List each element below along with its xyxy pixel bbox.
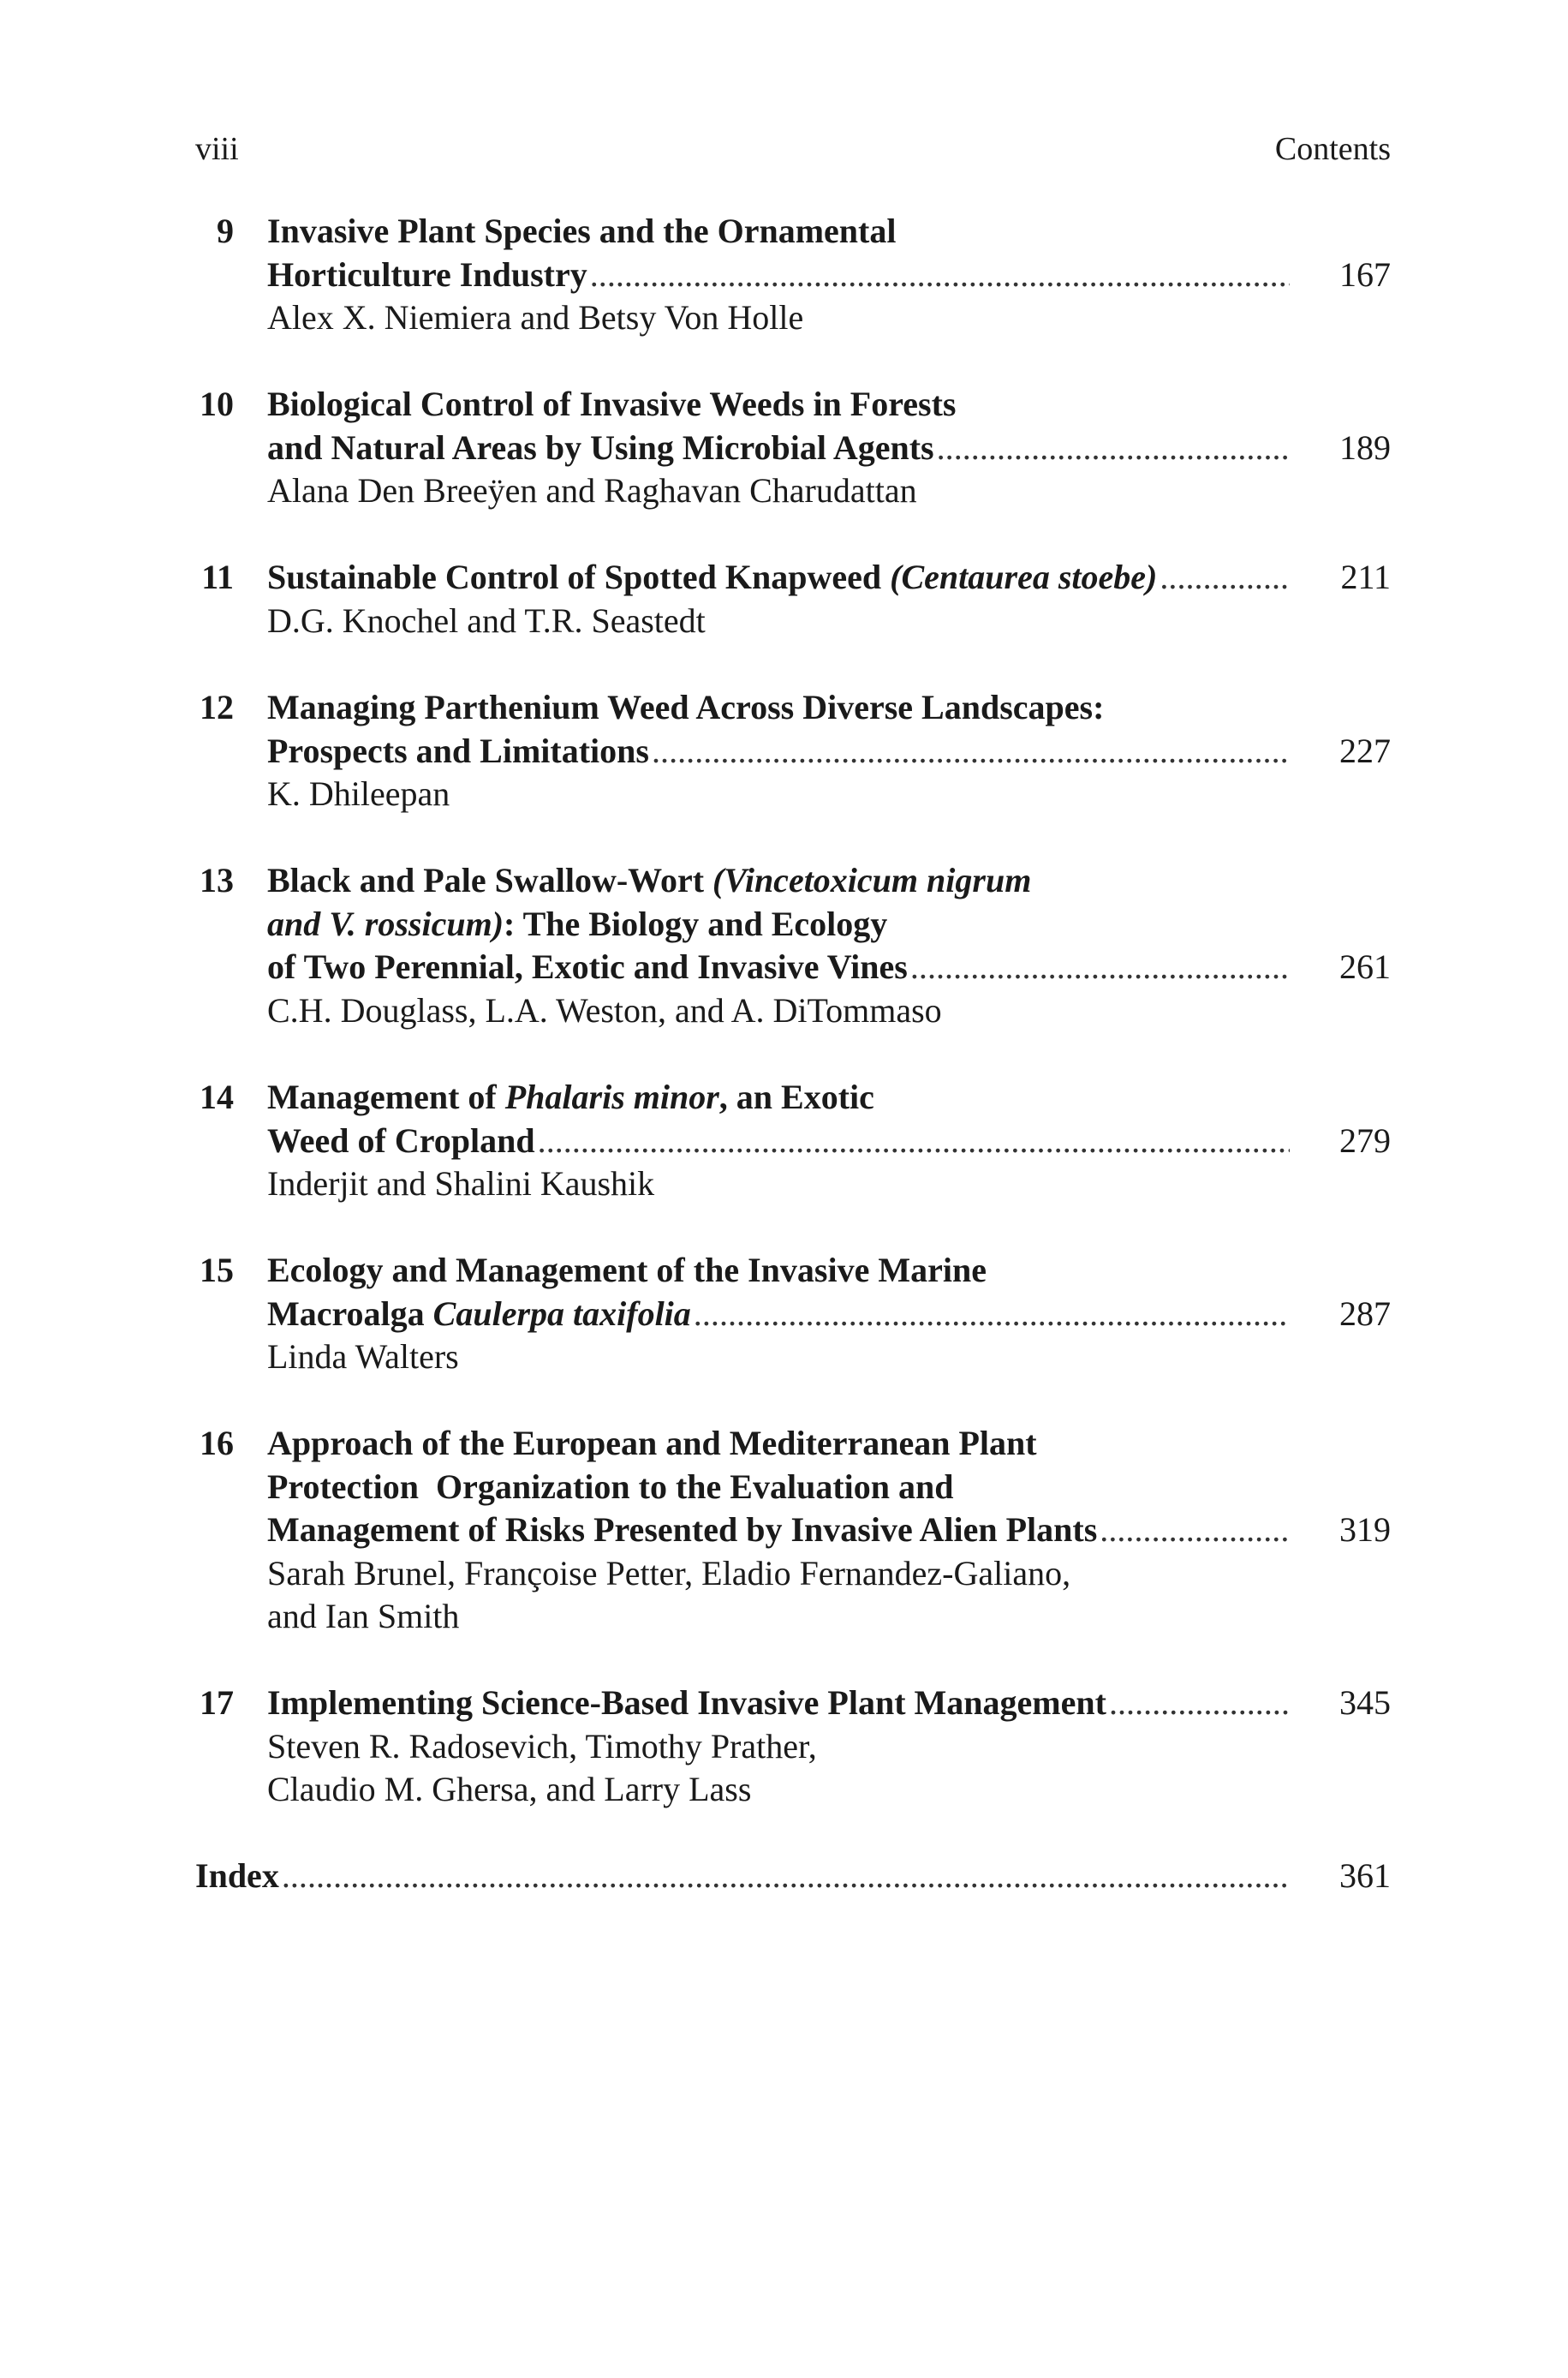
dot-leader (652, 730, 1290, 774)
chapter-number: 14 (200, 1078, 234, 1116)
dot-leader (590, 254, 1290, 297)
chapter-title (267, 1293, 691, 1336)
page-number: 261 (1339, 947, 1391, 986)
page-number: 189 (1339, 427, 1391, 467)
dot-leader (694, 1293, 1290, 1336)
chapter-title: Prospects and Limitations (267, 731, 649, 770)
chapter-title (267, 556, 1157, 600)
title-species: (Centaurea stoebe) (890, 558, 1158, 596)
chapter-title: Implementing Science-Based Invasive Plant Management (267, 1683, 1106, 1722)
dot-leader (282, 1855, 1290, 1898)
chapter-title (267, 903, 887, 947)
dot-leader (1160, 556, 1290, 600)
chapter-authors: Inderjit and Shalini Kaushik (267, 1164, 655, 1203)
chapter-title: and Natural Areas by Using Microbial Agents (267, 427, 934, 467)
chapter-title: of Two Perennial, Exotic and Invasive Vines (267, 947, 908, 986)
title-species: Caulerpa taxifolia (432, 1294, 691, 1333)
page-number: 361 (1339, 1856, 1391, 1895)
chapter-authors: D.G. Knochel and T.R. Seastedt (267, 600, 706, 640)
chapter-title: Approach of the European and Mediterranean Plant (267, 1424, 1037, 1462)
dot-leader (538, 1120, 1290, 1163)
chapter-title: Management of Risks Presented by Invasive Alien Plants (267, 1510, 1098, 1549)
page-number: 345 (1339, 1683, 1391, 1722)
chapter-title: Ecology and Management of the Invasive Marine (267, 1251, 987, 1289)
title-text: Macroalga (267, 1294, 433, 1333)
chapter-number: 9 (217, 212, 234, 250)
chapter-title (267, 859, 1031, 903)
chapter-number: 11 (201, 558, 234, 596)
chapter-number: 15 (200, 1251, 234, 1289)
title-text: Black and Pale Swallow-Wort (267, 861, 713, 899)
chapter-authors: Alex X. Niemiera and Betsy Von Holle (267, 298, 804, 337)
title-text: Sustainable Control of Spotted Knapweed (267, 558, 891, 596)
chapter-authors: Alana Den Breeÿen and Raghavan Charudattan (267, 471, 917, 510)
dot-leader (1109, 1682, 1290, 1725)
chapter-number: 13 (200, 861, 234, 899)
chapter-title (267, 1076, 874, 1120)
chapter-authors: and Ian Smith (267, 1597, 460, 1635)
title-text: Management of (267, 1078, 505, 1116)
chapter-title: Managing Parthenium Weed Across Diverse Landscapes: (267, 688, 1105, 726)
chapter-number: 17 (200, 1683, 234, 1722)
title-text: , an Exotic (718, 1078, 874, 1116)
chapter-authors: Steven R. Radosevich, Timothy Prather, (267, 1726, 817, 1766)
chapter-authors: Linda Walters (267, 1337, 459, 1376)
chapter-number: 10 (200, 385, 234, 423)
page-number: 167 (1339, 254, 1391, 294)
running-title: Contents (1274, 131, 1391, 167)
page-header (195, 130, 1391, 170)
chapter-authors: Sarah Brunel, Françoise Petter, Eladio Fernandez-Galiano, (267, 1553, 1071, 1592)
chapter-number: 12 (200, 688, 234, 726)
dot-leader (910, 946, 1290, 989)
page-number: 287 (1339, 1294, 1391, 1333)
page-number: 211 (1340, 558, 1391, 596)
page-number: 279 (1339, 1120, 1391, 1160)
chapter-title: Weed of Cropland (267, 1120, 535, 1160)
dot-leader (1100, 1509, 1290, 1552)
page-folio: viii (195, 131, 239, 167)
chapter-number: 16 (200, 1424, 234, 1462)
title-species: and V. rossicum) (267, 904, 504, 943)
chapter-authors: C.H. Douglass, L.A. Weston, and A. DiTommaso (267, 990, 942, 1030)
index-label: Index (195, 1856, 279, 1895)
page-number: 227 (1339, 731, 1391, 770)
chapter-title: Protection Organization to the Evaluation and (267, 1467, 954, 1506)
chapter-authors: Claudio M. Ghersa, and Larry Lass (267, 1770, 752, 1808)
title-text: : The Biology and Ecology (504, 904, 888, 943)
page-number: 319 (1339, 1510, 1391, 1549)
chapter-title: Horticulture Industry (267, 254, 587, 294)
title-species: Phalaris minor (504, 1078, 719, 1116)
chapter-title: Invasive Plant Species and the Ornamental (267, 212, 897, 250)
chapter-title: Biological Control of Invasive Weeds in Forests (267, 385, 957, 423)
chapter-authors: K. Dhileepan (267, 774, 450, 813)
title-species: (Vincetoxicum nigrum (712, 861, 1032, 899)
dot-leader (937, 427, 1290, 470)
